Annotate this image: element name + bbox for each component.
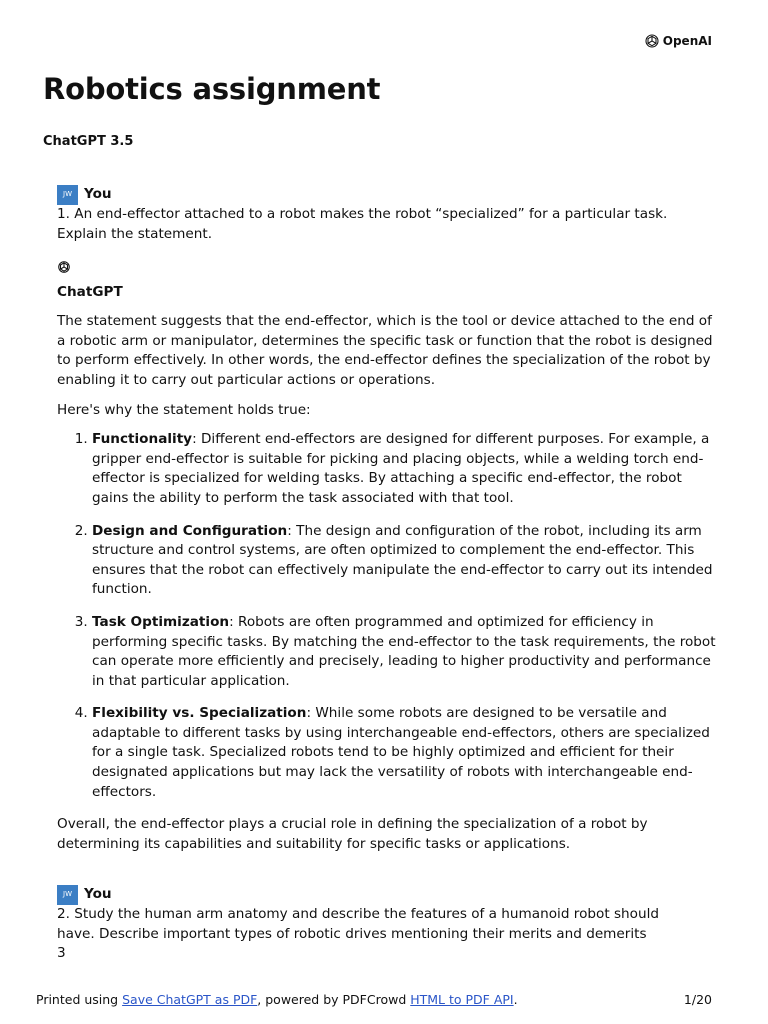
footer-credit [36,992,518,1007]
point-text: : The design and configuration of the robot, including its arm structure and control systems, are often optimized to complement the end-effector. This ensures that the robot can effectively manipulate the end-effector to carry out its intended function. [92,522,713,598]
list-item [92,613,717,691]
page-title: Robotics assignment [43,72,381,106]
user-line: 2. Study the human arm anatomy and describe the features of a humanoid robot should [57,906,660,922]
user-name: You [84,186,112,203]
model-label: ChatGPT 3.5 [43,134,134,149]
user-name: You [84,886,112,903]
page-number: 1/20 [683,992,712,1007]
user-line: 3 [57,945,66,962]
list-item [92,522,717,600]
assistant-intro: The statement suggests that the end-effector, which is the tool or device attached to the end of a robotic arm or manipulator, determines the specific task or function that the robot is designed to perform effectively. In other words, the end-effector defines the specialization of the robot by enabling it to carry out particular actions or operations. [57,313,713,388]
point-title: Functionality [92,431,193,448]
user-message-text [57,905,717,964]
user-line: Explain the statement. [57,225,213,242]
user-message-1 [57,185,717,244]
user-header [57,185,717,205]
page-footer [36,992,712,1007]
openai-brand [644,33,712,49]
assistant-conclusion: Overall, the end-effector plays a crucial role in defining the specialization of a robot by determining its capabilities and suitability for specific tasks or applications. [57,816,648,852]
assistant-message [57,260,717,854]
avatar: JW [57,885,78,905]
user-message-2 [57,885,717,964]
point-title: Flexibility vs. Specialization [92,705,307,722]
assistant-name: ChatGPT [57,283,123,300]
assistant-lead: Here's why the statement holds true: [57,401,311,418]
footer-prefix: Printed using [36,992,123,1007]
chatgpt-logo-icon [57,260,717,281]
point-text: : While some robots are designed to be versatile and adaptable to different tasks by using interchangeable end-effectors, others are specialized for a single task. Specialized robots tend to be highly optimized and efficient for their designated applications but may lack the versatility of robots with interchangeable end-effectors. [92,705,710,800]
user-line: 1. An end-effector attached to a robot makes the robot “specialized” for a particular task. [57,206,668,222]
point-title: Task Optimization [92,613,230,630]
html-to-pdf-api-link[interactable]: HTML to PDF API [410,992,514,1007]
point-text: : Robots are often programmed and optimized for efficiency in performing specific tasks. By matching the end-effector to the task requirements, the robot can operate more efficiently and precisely, leading to higher productivity and performance in that particular application. [92,613,716,689]
save-chatgpt-pdf-link[interactable]: Save ChatGPT as PDF [122,992,258,1007]
point-title: Design and Configuration [92,522,288,539]
user-line: have. Describe important types of robotic drives mentioning their merits and demerits [57,925,647,942]
list-item [92,704,717,802]
brand-name: OpenAI [662,34,712,48]
user-header [57,885,717,905]
point-text: : Different end-effectors are designed for different purposes. For example, a gripper end-effector is suitable for picking and placing objects, while a welding torch end-effector is specialized for welding tasks. By attaching a specific end-effector, the robot gains the ability to perform the task associated with that tool. [92,431,710,506]
user-message-text [57,205,717,244]
footer-suffix: . [513,992,518,1007]
list-item [92,430,717,508]
assistant-points-list [57,430,717,802]
avatar: JW [57,185,78,205]
footer-middle: , powered by PDFCrowd [257,992,411,1007]
openai-logo-icon [644,33,660,49]
